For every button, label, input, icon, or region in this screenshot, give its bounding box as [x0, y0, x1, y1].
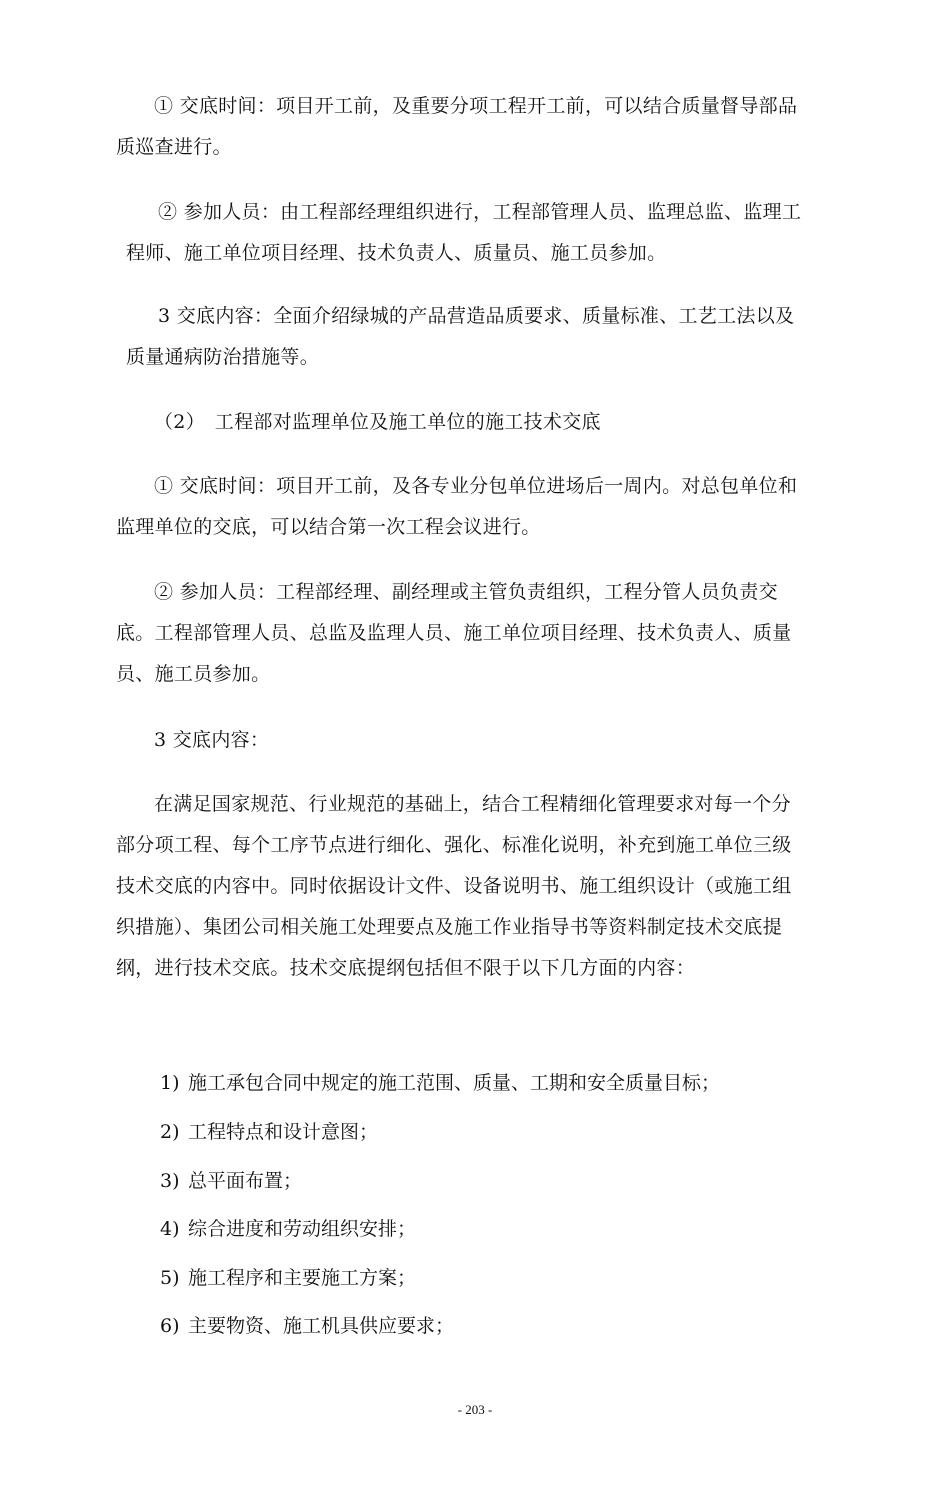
list-item-text: 施工承包合同中规定的施工范围、质量、工期和安全质量目标； — [188, 1072, 721, 1094]
list-item — [160, 1166, 302, 1196]
list-item — [160, 1214, 416, 1244]
list-item-number: 6) — [160, 1315, 180, 1337]
paragraph-briefing-time-2: ① 交底时间：项目开工前，及各专业分包单位进场后一周内。对总包单位和监理单位的交底，可以结合第一次工程会议进行。 — [116, 475, 798, 538]
list-item-text: 总平面布置； — [188, 1170, 303, 1192]
section-heading-2: （2） 工程部对监理单位及施工单位的施工技术交底 — [154, 411, 601, 433]
list-item-number: 3) — [160, 1170, 180, 1192]
list-item-number: 1) — [160, 1072, 180, 1094]
paragraph-participants-1: ② 参加人员：由工程部经理组织进行，工程部管理人员、监理总监、监理工程师、施工单位项目经理、技术负责人、质量员、施工员参加。 — [126, 201, 802, 264]
paragraph-briefing-time-1: ① 交底时间：项目开工前，及重要分项工程开工前，可以结合质量督导部品质巡查进行。 — [116, 95, 798, 158]
paragraph-briefing-content-2: 3 交底内容： — [154, 729, 270, 751]
list-item — [160, 1117, 378, 1147]
list-item-text: 工程特点和设计意图； — [188, 1121, 379, 1143]
paragraph-participants-2: ② 参加人员：工程部经理、副经理或主管负责组织，工程分管人员负责交底。工程部管理人员、总监及监理人员、施工单位项目经理、技术负责人、质量员、施工员参加。 — [116, 581, 792, 685]
list-item — [160, 1068, 720, 1098]
list-item-number: 5) — [160, 1267, 180, 1289]
list-item-text: 施工程序和主要施工方案； — [188, 1267, 417, 1289]
list-item-text: 综合进度和劳动组织安排； — [188, 1218, 417, 1240]
list-item — [160, 1263, 416, 1293]
list-item — [160, 1311, 454, 1341]
list-item-number: 2) — [160, 1121, 180, 1143]
list-item-number: 4) — [160, 1218, 180, 1240]
paragraph-briefing-content-1: 3 交底内容：全面介绍绿城的产品营造品质要求、质量标准、工艺工法以及质量通病防治措施等。 — [126, 305, 795, 368]
list-item-text: 主要物资、施工机具供应要求； — [188, 1315, 455, 1337]
page-number: - 203 - — [457, 1402, 493, 1417]
paragraph-briefing-details: 在满足国家规范、行业规范的基础上，结合工程精细化管理要求对每一个分部分项工程、每个工序节点进行细化、强化、标准化说明，补充到施工单位三级技术交底的内容中。同时依据设计文件、设备说明书、施工组织设计（或施工组织措施）、集团公司相关施工处理要点及施工作业指导书等资料制定技术交底提纲，进行技术交底。技术交底提纲包括但不限于以下几方面的内容： — [116, 793, 792, 979]
